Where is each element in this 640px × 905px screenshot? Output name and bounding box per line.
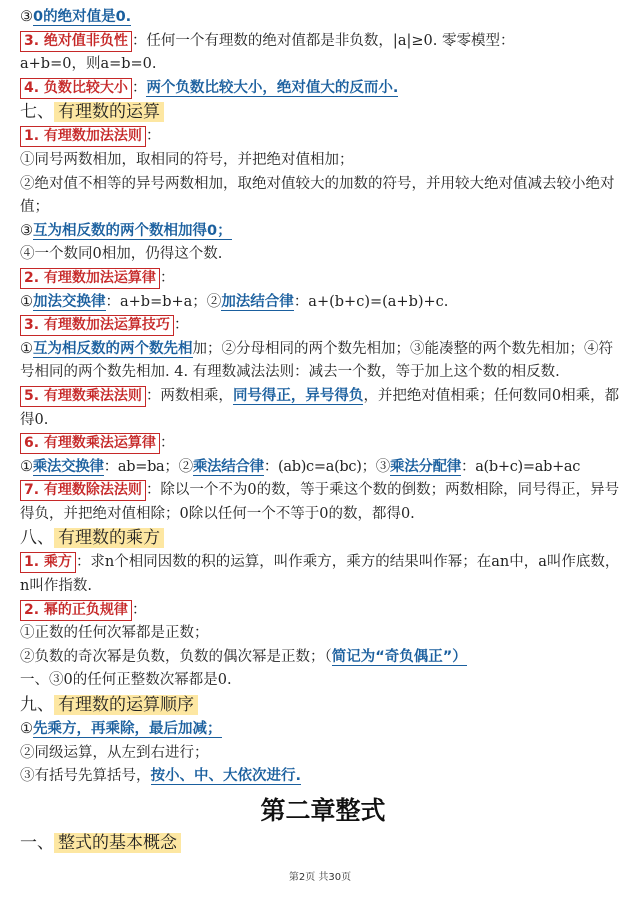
zero-abs-rule: 0的绝对值是0. [33,9,132,25]
formula-text: ：ab=ba；② [103,458,193,475]
mult-law-heading: 6. 有理数乘法运算律 [20,433,160,454]
rule-text: ①正数的任何次幂都是正数； [20,625,209,642]
section-title: 有理数的运算顺序 [54,695,198,715]
associative-law: 加法结合律 [221,293,294,310]
section-title: 有理数的乘方 [54,528,164,548]
rule-text: ④一个数同0相加，仍得这个数. [20,246,223,263]
rule-text: ③有括号先算括号， [20,768,151,785]
div-rule-line [20,479,626,526]
zero-abs-line [20,6,626,30]
rule-text: ②负数的奇次幂是负数，负数的偶次幂是正数；（ [20,648,332,665]
zero-model-line [20,53,626,77]
colon: ： [131,79,147,96]
item-marker: ① [20,340,33,357]
opposite-first-tip: 互为相反数的两个数先相 [33,340,193,357]
commutative-law: 加法交换律 [33,293,106,310]
formula-text: ：a+(b+c)=(a+b)+c. [293,293,449,310]
formula-text: ：a(b+c)=ab+ac [461,458,581,475]
neg-compare-rule: 两个负数比较大小，绝对值大的反而小. [146,79,399,96]
order-2 [20,742,626,766]
item-marker: ① [20,458,33,475]
colon: ： [131,601,147,618]
power-def-line [20,551,626,598]
abs-nonneg-heading: 3. 绝对值非负性 [20,31,132,52]
neg-compare-line [20,77,626,101]
add-rule-heading-line [20,125,626,149]
item-marker: ③ [20,9,33,25]
colon: ： [159,269,175,286]
section-number: 七、 [20,102,54,123]
rule-text: ：两数相乘， [145,387,233,404]
item-marker: ① [20,721,33,738]
power-sign-2 [20,646,626,670]
colon: ： [173,317,189,334]
opposite-sum-rule: 互为相反数的两个数相加得0； [33,222,232,239]
power-sign-heading-line [20,599,626,623]
zero-model-text: a+b=0，则a=b=0. [20,56,157,73]
add-rule-4 [20,243,626,267]
section-8-heading [20,526,626,551]
mult-laws-line [20,456,626,480]
neg-compare-heading: 4. 负数比较大小 [20,78,132,99]
chapter-title: 第二章整式 [260,795,386,825]
section-9-heading [20,693,626,718]
tips-text: 加；②分母相同的两个数先相加；③能凑整的两个数先相加；④符号相同的两个数先相加. 4. 有理数减法法则：减去一个数，等于加上这个数的相反数. [20,340,613,381]
section-number: 九、 [20,695,54,716]
add-tips-heading: 3. 有理数加法运算技巧 [20,315,174,336]
colon: ： [145,128,161,145]
add-rule-2 [20,173,626,220]
odd-neg-even-pos-mnemonic: 简记为“奇负偶正”） [331,648,467,665]
rule-text: ：除以一个不为0的数，等于乘这个数的倒数；两数相除，同号得正，异号得负，并把绝对值相除；0除以任何一个不等于0的数，都得0. [20,482,620,522]
mult-rule-heading: 5. 有理数乘法法则 [20,386,146,407]
formula-text: ：a+b=b+a；② [105,293,222,310]
power-heading: 1. 乘方 [20,552,76,573]
power-sign-1 [20,622,626,646]
bracket-order-rule: 按小、中、大依次进行. [150,768,302,785]
page-footer: 第2页 共30页 [288,872,352,883]
section-title: 有理数的运算 [54,102,164,122]
add-rule-1 [20,149,626,173]
rule-text: 一、③0的任何正整数次幂都是0. [20,672,232,689]
sign-rule: 同号得正，异号得负 [232,387,364,404]
add-rule-3 [20,220,626,244]
order-rule: 先乘方，再乘除，最后加减； [33,721,222,738]
add-laws-line [20,291,626,315]
add-rule-heading: 1. 有理数加法法则 [20,126,146,147]
item-marker: ① [20,293,33,310]
chapter-2-section-1-heading [20,831,626,856]
power-sign-heading: 2. 幂的正负规律 [20,600,132,621]
add-tips-text [20,338,626,385]
order-1 [20,718,626,742]
power-sign-3 [20,669,626,693]
add-law-heading: 2. 有理数加法运算律 [20,268,160,289]
section-number: 一、 [20,832,54,853]
mult-commutative-law: 乘法交换律 [32,458,104,475]
formula-text: ：(ab)c=a(bc)；③ [263,458,390,475]
abs-nonneg-text: ：任何一个有理数的绝对值都是非负数，|a|≥0. 零零模型： [131,32,515,49]
section-title: 整式的基本概念 [54,833,181,853]
rule-text: ②绝对值不相等的异号两数相加，取绝对值较大的加数的符号，并用较大绝对值减去较小绝对值； [20,175,615,216]
abs-nonneg-line [20,30,626,54]
add-tips-heading-line [20,314,626,338]
section-number: 八、 [20,528,54,549]
colon: ： [159,435,175,452]
order-3 [20,765,626,789]
section-7-heading [20,100,626,125]
div-rule-heading: 7. 有理数除法法则 [20,480,146,501]
mult-rule-line [20,385,626,432]
rule-text: ②同级运算，从左到右进行； [20,744,209,761]
mult-associative-law: 乘法结合律 [192,458,264,475]
rule-text: ，并把绝对值相乘；任何数同0相乘，都得0. [20,387,620,428]
rule-text: ①同号两数相加，取相同的符号，并把绝对值相加； [20,151,354,168]
distributive-law: 乘法分配律 [390,458,461,475]
power-def-text: ：求n个相同因数的积的运算，叫作乘方，乘方的结果叫作幂；在an中，a叫作底数，n叫作指数. [20,554,620,595]
mult-law-heading-line [20,432,626,456]
add-law-heading-line [20,267,626,291]
item-marker: ③ [20,222,33,239]
